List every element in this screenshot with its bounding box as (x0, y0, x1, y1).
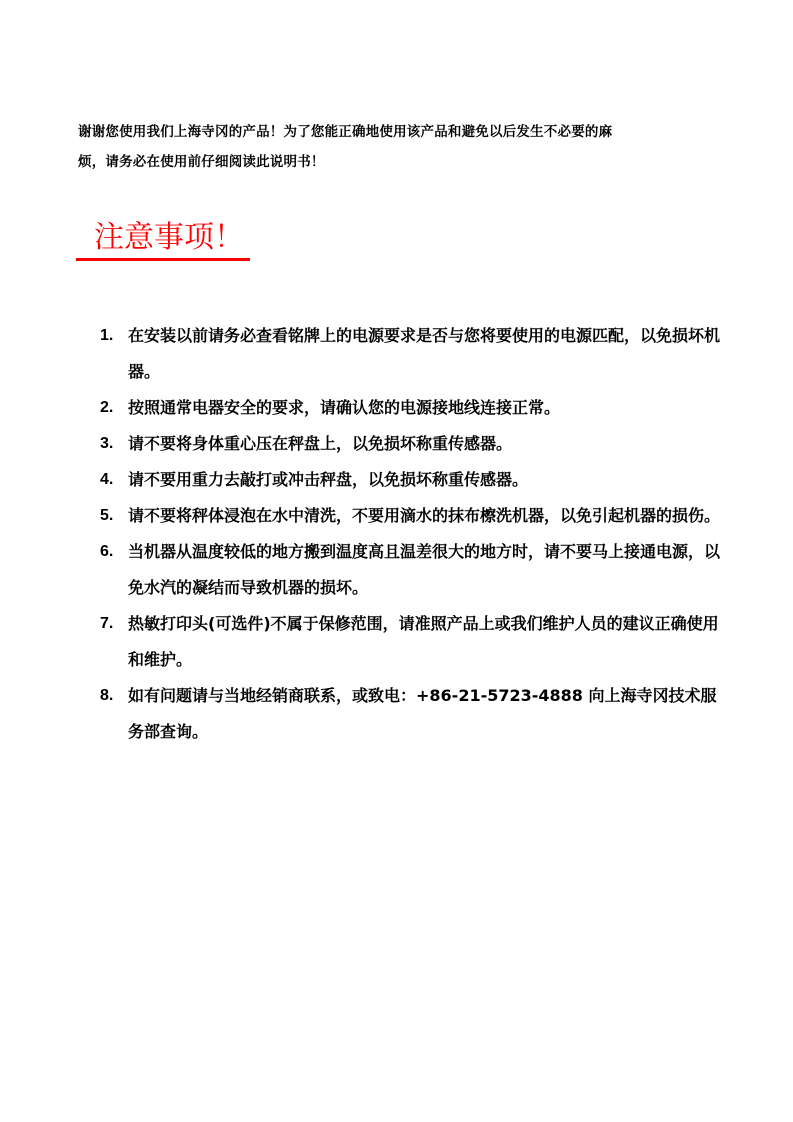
notice-item (100, 678, 730, 750)
notice-number: 2. (100, 399, 114, 416)
notice-text: 请不要用重力去敲打或冲击秤盘，以免损坏称重传感器。 (128, 470, 529, 489)
notice-item (100, 606, 730, 678)
notice-text: 热敏打印头(可选件)不属于保修范围，请准照产品上或我们维护人员的建议正确使用和维护。 (128, 614, 719, 669)
notice-item (100, 534, 730, 606)
notice-number: 8. (100, 687, 114, 704)
notice-heading: 注意事项！ (76, 218, 250, 261)
notice-text: 在安装以前请务必查看铭牌上的电源要求是否与您将要使用的电源匹配，以免损坏机器。 (128, 326, 721, 381)
notice-text: 请不要将秤体浸泡在水中清洗，不要用滴水的抹布檫洗机器，以免引起机器的损伤。 (128, 506, 721, 525)
notice-item (100, 462, 730, 498)
notice-item (100, 390, 730, 426)
notice-text: 当机器从温度较低的地方搬到温度高且温差很大的地方时，请不要马上接通电源，以免水汽的凝结而导致机器的损坏。 (128, 542, 721, 597)
intro-line: 烦，请务必在使用前仔细阅读此说明书！ (78, 154, 325, 170)
notice-number: 4. (100, 471, 114, 488)
notice-number: 1. (100, 327, 114, 344)
notice-item (100, 426, 730, 462)
notice-number: 6. (100, 543, 114, 560)
notice-text: 按照通常电器安全的要求，请确认您的电源接地线连接正常。 (128, 398, 561, 417)
notice-text: 请不要将身体重心压在秤盘上，以免损坏称重传感器。 (128, 434, 513, 453)
notice-number: 5. (100, 507, 114, 524)
notice-number: 7. (100, 615, 114, 632)
intro-paragraph (78, 117, 718, 177)
notice-list (100, 318, 730, 750)
notice-text: 如有问题请与当地经销商联系，或致电：+86-21-5723-4888 向上海寺冈技术服务部查询。 (128, 686, 717, 741)
notice-number: 3. (100, 435, 114, 452)
intro-line: 谢谢您使用我们上海寺冈的产品！为了您能正确地使用该产品和避免以后发生不必要的麻 (78, 124, 613, 140)
notice-item (100, 318, 730, 390)
notice-item (100, 498, 730, 534)
